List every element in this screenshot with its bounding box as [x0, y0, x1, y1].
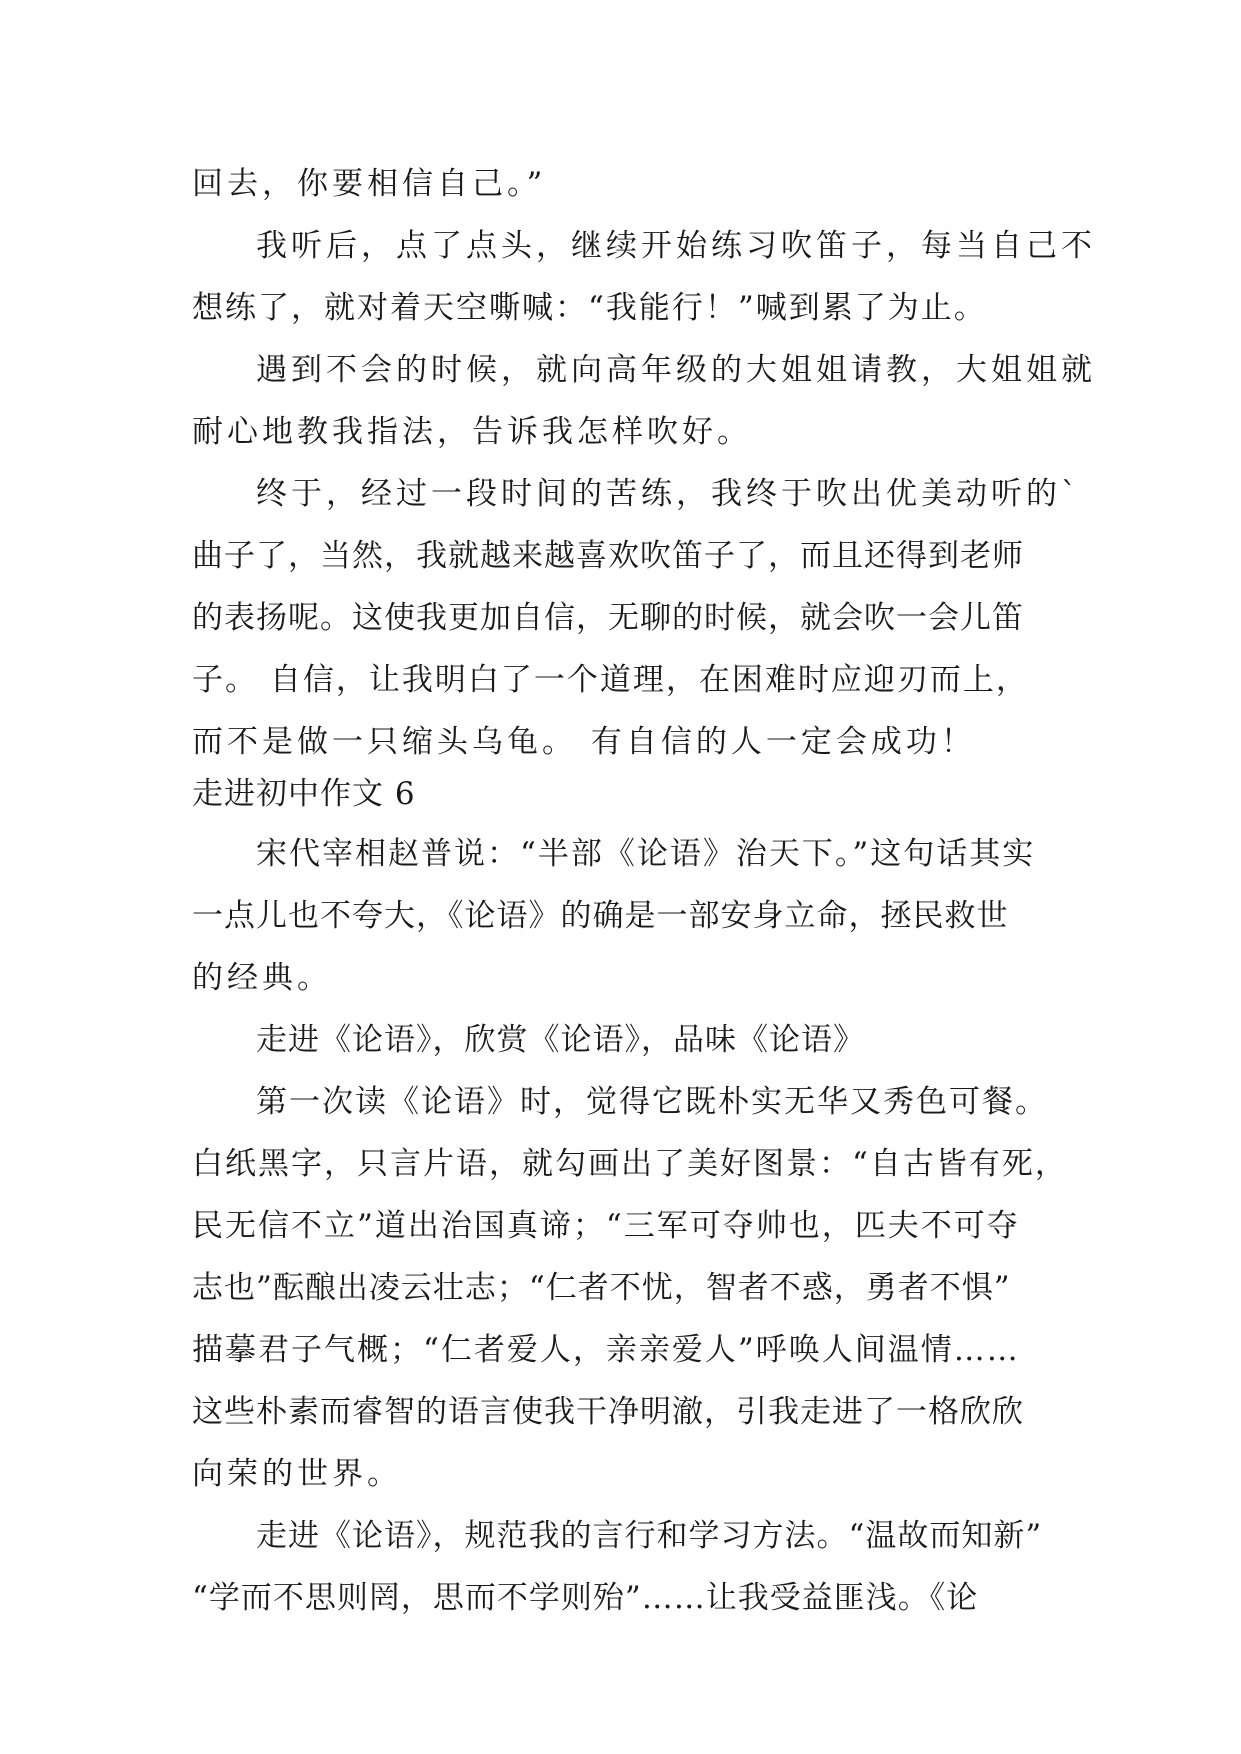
text-line: 的表扬呢。这使我更加自信，无聊的时候，就会吹一会儿笛	[192, 600, 1024, 636]
text-line: 向荣的世界。	[192, 1456, 402, 1492]
text-line: 这些朴素而睿智的语言使我干净明澈，引我走进了一格欣欣	[192, 1394, 1024, 1430]
text-line: 民无信不立”道出治国真谛；“三军可夺帅也，匹夫不可夺	[192, 1208, 1020, 1244]
text-line: 白纸黑字，只言片语，就勾画出了美好图景：“自古皆有死，	[192, 1146, 1068, 1182]
paragraph-line: 我听后，点了点头，继续开始练习吹笛子，每当自己不	[256, 228, 1096, 264]
text-line: “学而不思则罔，思而不学则殆”……让我受益匪浅。《论	[192, 1580, 979, 1616]
text-line: 而不是做一只缩头乌龟。 有自信的人一定会成功！	[192, 724, 976, 760]
paragraph-line: 第一次读《论语》时，觉得它既朴实无华又秀色可餐。	[256, 1084, 1048, 1120]
paragraph-line: 走进《论语》，规范我的言行和学习方法。“温故而知新”	[256, 1518, 1043, 1554]
text-line: 子。 自信，让我明白了一个道理，在困难时应迎刃而上，	[192, 662, 1029, 698]
paragraph-line: 遇到不会的时候，就向高年级的大姐姐请教，大姐姐就	[256, 352, 1096, 388]
text-line: 志也”酝酿出凌云壮志；“仁者不忧，智者不惑，勇者不惧”	[192, 1270, 1011, 1306]
paragraph-line: 终于，经过一段时间的苦练，我终于吹出优美动听的`	[256, 476, 1081, 512]
text-line: 曲子了，当然，我就越来越喜欢吹笛子了，而且还得到老师	[192, 538, 1024, 574]
paragraph-line: 走进《论语》，欣赏《论语》，品味《论语》	[256, 1022, 865, 1058]
paragraph-line: 宋代宰相赵普说：“半部《论语》治天下。”这句话其实	[256, 836, 1036, 872]
text-line: 回去，你要相信自己。”	[192, 166, 547, 202]
text-line: 想练了，就对着天空嘶喊：“我能行！”喊到累了为止。	[192, 290, 987, 326]
text-line: 的经典。	[192, 960, 332, 996]
text-line: 描摹君子气概；“仁者爱人，亲亲爱人”呼唤人间温情……	[192, 1332, 1020, 1368]
text-line: 耐心地教我指法，告诉我怎样吹好。	[192, 414, 752, 450]
section-heading: 走进初中作文 6	[192, 776, 416, 812]
text-line: 一点儿也不夸大，《论语》的确是一部安身立命，拯民救世	[192, 898, 1009, 934]
